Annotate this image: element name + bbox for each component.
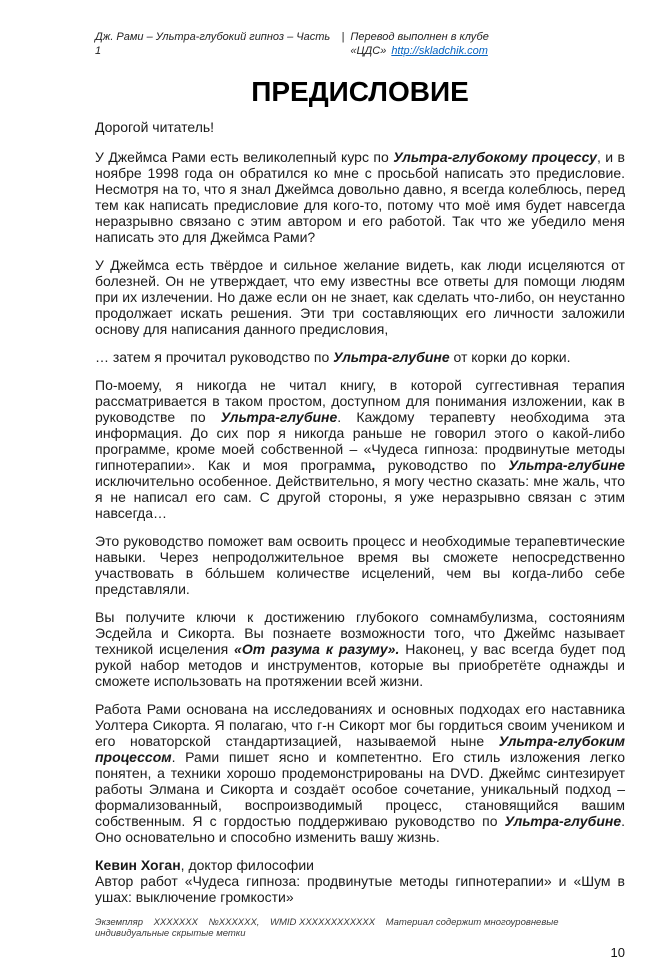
paragraph <box>95 257 625 337</box>
text-run: Работа Рами основана на исследованиях и основных подходах его наставника Уолтера Сикорта. Я полагаю, что г-н Сикорт мог бы гордиться своим учеником и его новаторской стандартизацией, называемой ныне <box>95 701 625 749</box>
text-run: руководство по <box>375 457 509 473</box>
salutation: Дорогой читатель! <box>95 119 215 135</box>
header-right-text: Перевод выполнен в клубе «ЦДС» <box>350 31 489 57</box>
text-run: Ультра-глубине <box>333 349 450 365</box>
text-run: исключительно особенное. Действительно, я могу честно сказать: мне жаль, что я не написал его сам. С другой стороны, я уже неразрывно связан с этим навсегда… <box>95 473 625 521</box>
paragraph <box>95 377 625 521</box>
page-number: 10 <box>610 945 625 960</box>
text-run: . Рами пишет ясно и компетентно. Его стиль изложения легко понятен, а техники хорошо продемонстрированы на DVD. Джеймс синтезирует работы Элмана и Сикорта и создаёт особое сочетание, уникальный подход – формализованный, воспроизводимый процесс, становящийся вашим собственным. Я с гордостью поддерживаю руководство по <box>95 749 625 829</box>
header-right <box>350 30 625 58</box>
text-run: … затем я прочитал руководство по <box>95 349 334 365</box>
page-header <box>95 30 625 58</box>
header-left-title: Дж. Рами – Ультра-глубокий гипноз – Часть 1 <box>95 31 331 57</box>
header-separator: | <box>341 31 345 43</box>
text-run: . Оно основательно и способно изменить вашу жизнь. <box>95 813 625 845</box>
page-title: ПРЕДИСЛОВИЕ <box>251 76 469 107</box>
paragraph <box>95 701 625 845</box>
skladchik-link[interactable]: http://skladchik.com <box>391 45 488 57</box>
text-run: , и в ноябре 1998 года он обратился ко мне с просьбой написать это предисловие. Несмотря на то, что я знал Джеймса довольно давно, я всегда колеблюсь, перед тем как написать предисловие для кого-то, потому что моё имя будет навсегда неразрывно связано с этим автором и его работой. Так что же убедило меня написать это для Джеймса Рами? <box>95 149 625 245</box>
body-paragraphs <box>95 149 625 905</box>
text-run: Кевин Хоган <box>95 857 181 873</box>
text-run: У Джеймса есть твёрдое и сильное желание видеть, как люди исцеляются от болезней. Он не утверждает, что ему известны все ответы для помощи людям при их излечении. Но даже если он не знает, как сделать что-либо, он неустанно продолжает искать решения. Эти три составляющих его личности заложили основу для написания данного предисловия, <box>95 257 625 337</box>
text-run: Вы получите ключи к достижению глубокого сомнамбулизма, состояниям Эсдейла и Сикорта. Вы познаете возможности того, что Джеймс называет техникой исцеления <box>95 609 625 657</box>
text-run: . Каждому терапевту необходима эта информация. До сих пор я никогда раньше не говорил этого о какой-либо программе, кроме моей собственной – «Чудеса гипноза: продвинутые методы гипнотерапии». Как и моя программа <box>95 409 625 473</box>
text-run: Ультра-глубокому процессу <box>393 149 597 165</box>
text-run: , доктор философии <box>180 857 314 873</box>
text-run: от корки до корки. <box>449 349 571 365</box>
signature <box>95 857 625 905</box>
text-run: Это руководство поможет вам освоить процесс и необходимые терапевтические навыки. Через непродолжительное время вы сможете непосредственно участвовать в бо́льшем количестве исцелений, чем вы когда-либо себе представляли. <box>95 533 625 597</box>
text-run: У Джеймса Рами есть великолепный курс по <box>95 149 394 165</box>
paragraph <box>95 349 625 365</box>
text-run: Ультра-глубине <box>220 409 338 425</box>
text-run: Ультра-глубине <box>508 457 625 473</box>
footer-stamp: Экземпляр XXXXXXX №XXXXXX, WMID XXXXXXXXXXXX Материал содержит многоуровневые индивидуальные скрытые метки <box>95 917 562 939</box>
paragraph <box>95 533 625 597</box>
paragraph <box>95 149 625 245</box>
text-run: «От разума к разуму». <box>234 641 400 657</box>
text-run: Ультра-глубине <box>504 813 622 829</box>
paragraph <box>95 609 625 689</box>
text-run: Автор работ «Чудеса гипноза: продвинутые методы гипнотерапии» и «Шум в ушах: выключение громкости» <box>95 873 625 905</box>
text-run: По-моему, я никогда не читал книгу, в которой суггестивная терапия рассматривается в таком простом, доступном для понимания изложении, как в руководстве по <box>95 377 625 425</box>
text-run: Ультра-глубоким процессом <box>95 733 625 765</box>
text-run: Наконец, у вас всегда будет под рукой набор методов и инструментов, которые вы приобретёте однажды и сможете использовать на протяжении всей жизни. <box>95 641 626 689</box>
text-run: , <box>371 457 376 473</box>
